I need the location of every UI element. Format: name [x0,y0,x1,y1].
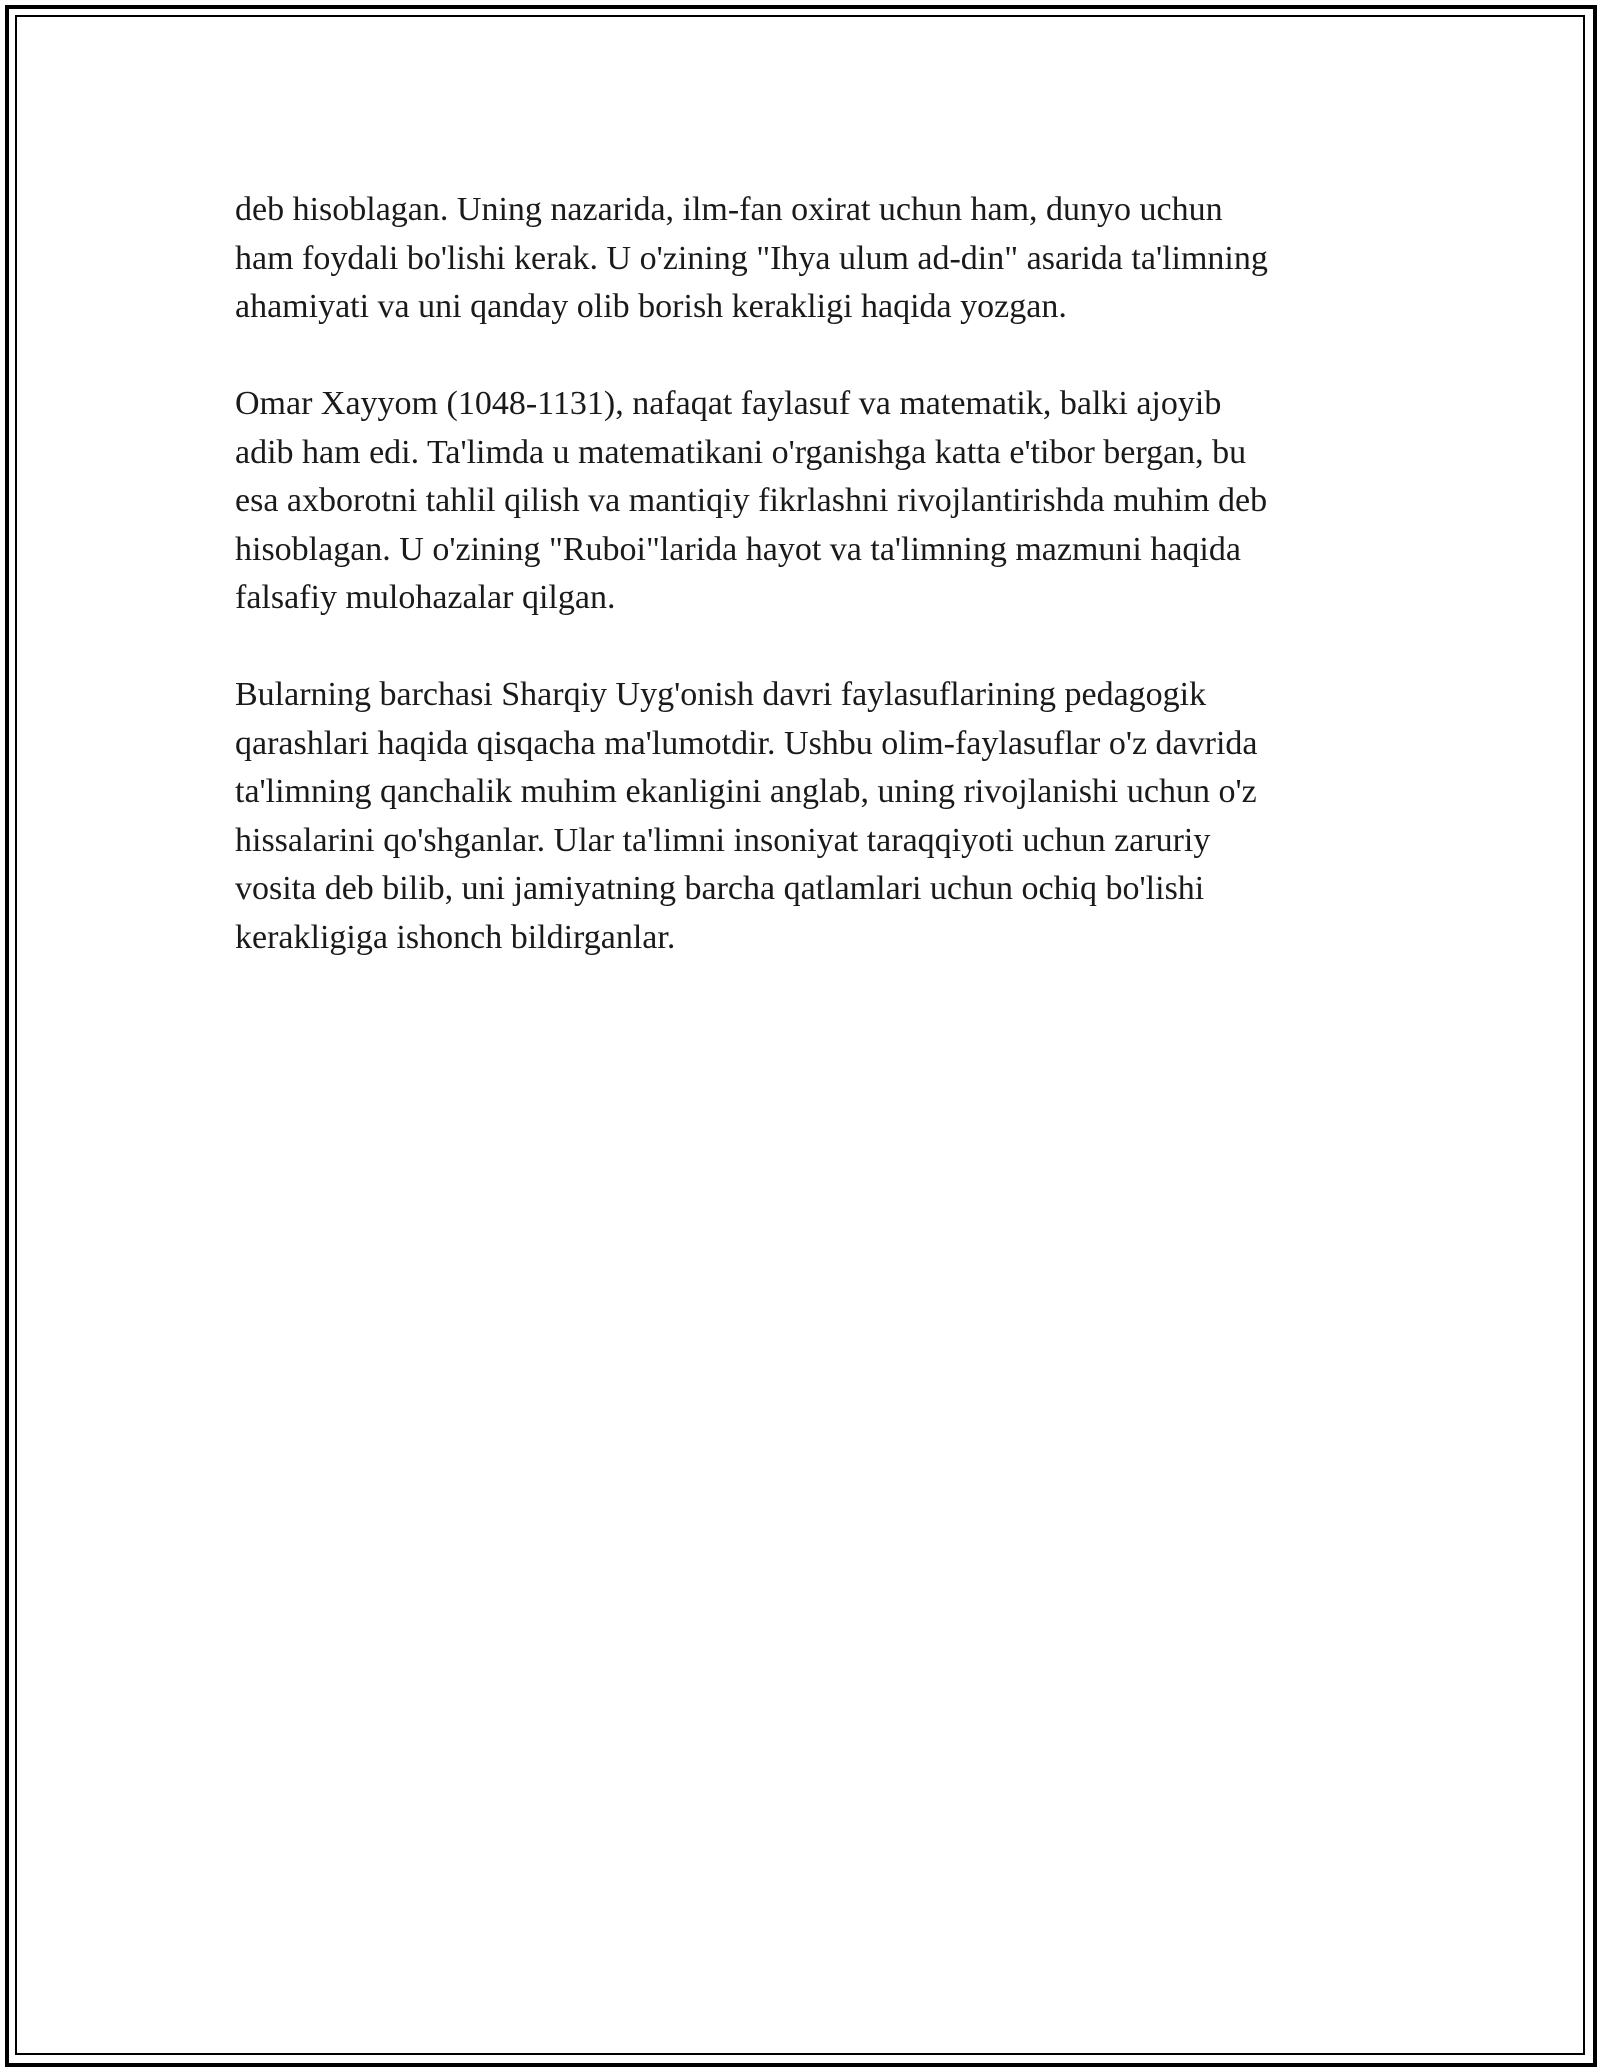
paragraph-3: Bularning barchasi Sharqiy Uyg'onish davri faylasuflarining pedagogik qarashlari haqida qisqacha ma'lumotdir. Ushbu olim-faylasuflar o'z davrida ta'limning qanchalik muhim ekanligini anglab, uning rivojlanishi uchun o'z hissalarini qo'shganlar. Ular ta'limni insoniyat taraqqiyoti uchun zaruriy vosita deb bilib, uni jamiyatning barcha qatlamlari uchun ochiq bo'lishi kerakligiga ishonch bildirganlar. [235,676,1258,956]
paragraph-1: deb hisoblagan. Uning nazarida, ilm-fan oxirat uchun ham, dunyo uchun ham foydali bo'lishi kerak. U o'zining "Ihya ulum ad-din" asarida ta'limning ahamiyati va uni qanday olib borish kerakligi haqida yozgan. [235,191,1268,325]
paragraph-2: Omar Xayyom (1048-1131), nafaqat faylasuf va matematik, balki ajoyib adib ham edi. Ta'limda u matematikani o'rganishga katta e'tibor bergan, bu esa axborotni tahlil qilish va mantiqiy fikrlashni rivojlantirishda muhim deb hisoblagan. U o'zining "Ruboi"larida hayot va ta'limning mazmuni haqida falsafiy mulohazalar qilgan. [235,385,1268,616]
document-body [235,186,1375,1011]
